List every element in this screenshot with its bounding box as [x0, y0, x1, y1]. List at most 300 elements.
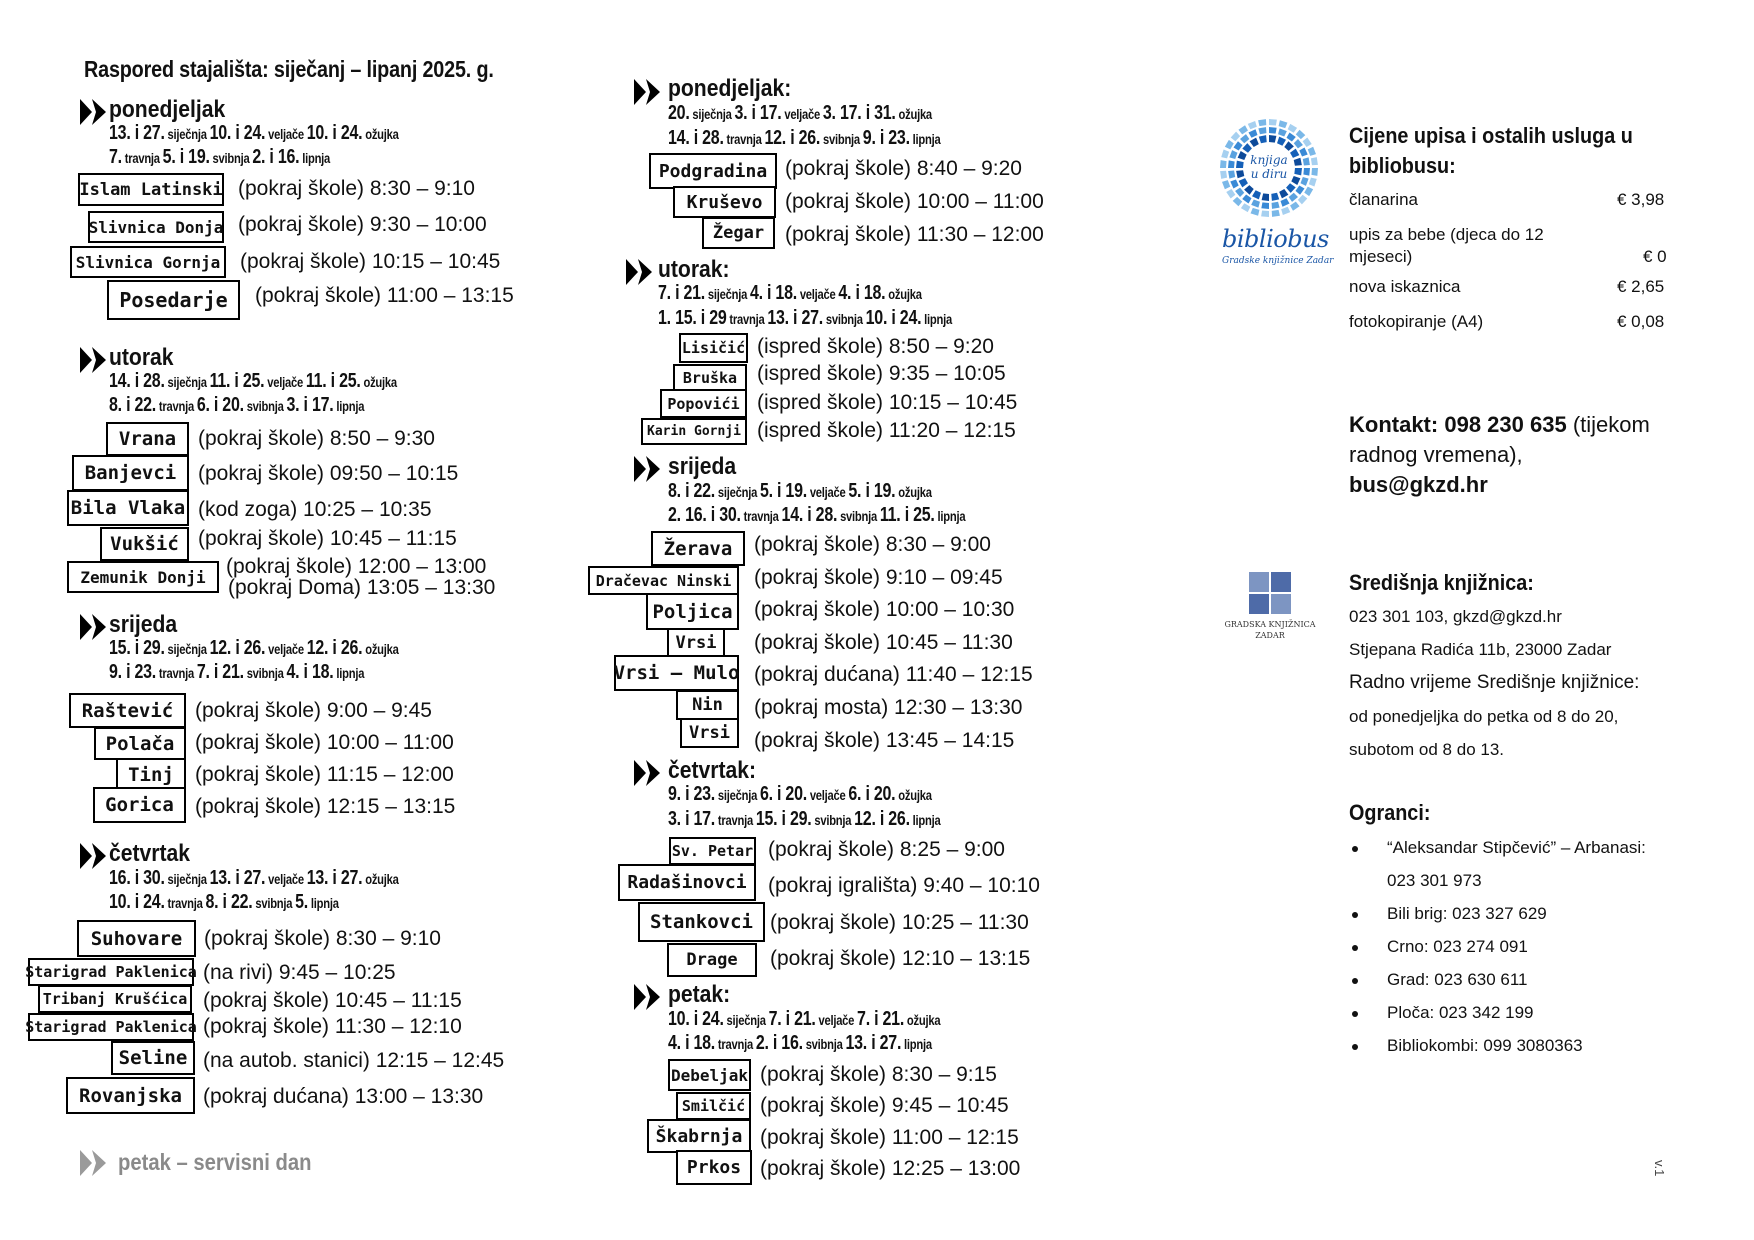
- date-line: [109, 146, 330, 169]
- stop-time: (pokraj škole) 8:40 – 9:20: [785, 157, 1022, 180]
- date-value: 10. i 24.: [209, 122, 266, 144]
- date-value: 4. i 18.: [286, 661, 334, 683]
- library-logo-text-2: ZADAR: [1255, 631, 1285, 640]
- branch-item-phone: 023 301 973: [1387, 871, 1482, 890]
- date-value: 5.: [295, 891, 309, 913]
- sunburst-segment: [1236, 170, 1244, 178]
- sunburst-segment: [1231, 132, 1240, 142]
- day-name: utorak: [109, 344, 174, 371]
- stop-time: (pokraj škole) 12:15 – 13:15: [195, 795, 456, 818]
- month-name: travnja: [715, 1036, 756, 1052]
- stop-box: Vrsi – Mulo: [614, 655, 739, 691]
- date-line: [658, 307, 952, 330]
- sunburst-segment: [1236, 161, 1244, 168]
- date-value: 13. i 27.: [306, 867, 363, 889]
- sunburst-segment: [1294, 168, 1302, 175]
- month-name: lipnja: [909, 812, 941, 828]
- stop-time: (pokraj škole) 10:00 – 11:00: [195, 731, 454, 754]
- sunburst-segment: [1286, 183, 1296, 193]
- sunburst-segment: [1277, 137, 1286, 146]
- double-chevron-icon: [80, 843, 106, 869]
- date-line: [668, 783, 932, 806]
- sunburst-segment: [1288, 124, 1297, 133]
- date-line: [109, 122, 399, 145]
- stop-time-2: (pokraj Doma) 13:05 – 13:30: [228, 576, 496, 599]
- sunburst-segment: [1279, 120, 1288, 128]
- sunburst-segment: [1220, 171, 1227, 179]
- sunburst-segment: [1303, 137, 1312, 147]
- stop-box: Banjevci: [72, 455, 189, 491]
- stop-box: Poljica: [646, 593, 739, 630]
- stop-time: (pokraj škole) 11:30 – 12:00: [785, 223, 1044, 246]
- date-value: 14. i 28.: [668, 127, 724, 149]
- stop-time: (pokraj škole) 12:25 – 13:00: [760, 1157, 1021, 1180]
- date-value: 8. i 22.: [205, 891, 253, 913]
- date-value: 7. i 21.: [768, 1008, 816, 1030]
- stop-box: Starigrad Paklenica: [28, 958, 194, 986]
- date-value: 13. i 27.: [767, 307, 823, 329]
- day-name: srijeda: [109, 611, 178, 638]
- library-grid-logo-icon: [1249, 572, 1291, 614]
- stop-time: (ispred škole) 10:15 – 10:45: [757, 391, 1018, 414]
- date-value: 9. i 23.: [109, 661, 157, 683]
- stop-box: Slivnica Gornja: [70, 246, 226, 278]
- stop-box: Zemunik Donji: [67, 561, 219, 593]
- sunburst-segment: [1233, 197, 1243, 206]
- central-line: Radno vrijeme Središnje knjižnice:: [1349, 672, 1640, 693]
- sunburst-segment: [1269, 119, 1277, 126]
- service-day-text: petak – servisni dan: [118, 1149, 312, 1175]
- stop-box: Škabrnja: [647, 1119, 751, 1153]
- month-name: svibnja: [820, 131, 863, 147]
- central-line: subotom od 8 do 13.: [1349, 740, 1505, 759]
- date-value: 7. i 21.: [857, 1008, 905, 1030]
- date-line: [109, 891, 339, 914]
- stop-time: (pokraj škole) 9:10 – 09:45: [754, 566, 1003, 589]
- sunburst-segment: [1304, 187, 1313, 196]
- stop-box: Slivnica Donja: [88, 211, 224, 243]
- stop-time: (pokraj dućana) 11:40 – 12:15: [754, 663, 1033, 686]
- sunburst-segment: [1244, 185, 1254, 195]
- month-name: svibnja: [243, 398, 287, 414]
- day-name: ponedjeljak: [109, 96, 226, 123]
- sunburst-segment: [1240, 134, 1249, 143]
- stop-time: (pokraj škole) 10:45 – 11:15: [203, 989, 462, 1012]
- sunburst-segment: [1269, 127, 1277, 134]
- sunburst-segment: [1261, 202, 1269, 209]
- stop-box: Vrsi: [680, 718, 739, 748]
- sunburst-segment: [1281, 198, 1290, 206]
- date-line: [109, 661, 364, 684]
- sunburst-segment: [1303, 168, 1310, 176]
- sunburst-segment: [1269, 135, 1276, 143]
- stop-box: Dračevac Ninski: [588, 566, 739, 595]
- stop-time: (pokraj škole) 10:25 – 11:30: [770, 911, 1029, 934]
- price-value: € 0,08: [1617, 312, 1665, 331]
- date-line: [668, 480, 932, 503]
- sunburst-segment: [1289, 193, 1298, 202]
- date-value: 2. i 16.: [755, 1032, 803, 1054]
- branch-item: Grad: 023 630 611: [1387, 970, 1528, 989]
- stop-box: Prkos: [676, 1150, 752, 1185]
- logo-motto-line2: u diru: [1250, 167, 1288, 181]
- month-name: veljače: [265, 641, 307, 657]
- stop-time: (pokraj škole) 9:45 – 10:45: [760, 1094, 1009, 1117]
- stop-time: (pokraj igrališta) 9:40 – 10:10: [768, 874, 1040, 897]
- sunburst-segment: [1294, 139, 1303, 148]
- stop-time: (pokraj škole) 10:00 – 10:30: [754, 598, 1015, 621]
- date-value: 11. i 25.: [209, 370, 265, 392]
- month-name: ožujka: [362, 126, 399, 142]
- sunburst-segment: [1296, 130, 1306, 139]
- stop-box: Bruška: [673, 364, 747, 391]
- date-line: [668, 1032, 932, 1055]
- date-line: [658, 282, 922, 305]
- stop-box: Žerava: [651, 531, 745, 566]
- month-name: ožujka: [885, 286, 922, 302]
- sunburst-segment: [1241, 203, 1250, 212]
- month-name: siječnja: [164, 374, 210, 390]
- date-line: [668, 102, 932, 125]
- price-label: upis za bebe (djeca do 12 mjeseci): [1349, 225, 1544, 266]
- date-line: [109, 370, 397, 393]
- price-label: fotokopiranje (A4): [1349, 312, 1484, 331]
- date-value: 10. i 24.: [668, 1008, 724, 1030]
- month-name: travnja: [740, 508, 782, 524]
- bullet-icon: [1352, 912, 1358, 918]
- month-name: svibnja: [243, 665, 287, 681]
- date-value: 1. 15. i 29: [658, 307, 727, 329]
- sunburst-segment: [1258, 119, 1266, 126]
- central-heading: Središnja knjižnica:: [1349, 570, 1534, 595]
- stop-box: Vukšić: [100, 527, 189, 561]
- month-name: veljače: [806, 787, 849, 803]
- date-value: 5. i 19.: [848, 480, 896, 502]
- date-line: [668, 127, 940, 150]
- date-value: 8. i 22.: [109, 394, 157, 416]
- date-value: 14. i 28.: [781, 504, 838, 526]
- sunburst-segment: [1249, 129, 1258, 137]
- double-chevron-icon: [80, 1150, 106, 1176]
- month-name: lipnja: [909, 131, 941, 147]
- sunburst-segment: [1278, 128, 1287, 136]
- month-name: siječnja: [705, 286, 750, 302]
- month-name: svibnja: [811, 812, 855, 828]
- stop-box: Suhovare: [77, 920, 196, 957]
- sunburst-segment: [1295, 186, 1304, 195]
- double-chevron-icon: [634, 456, 660, 482]
- stop-time: (pokraj škole) 11:15 – 12:00: [195, 763, 454, 786]
- month-name: veljače: [815, 1012, 858, 1028]
- month-name: ožujka: [362, 871, 399, 887]
- month-name: svibnja: [837, 508, 880, 524]
- sunburst-segment: [1222, 180, 1230, 189]
- day-name: ponedjeljak:: [668, 75, 792, 102]
- month-name: lipnja: [333, 398, 365, 414]
- contact-phone: 098 230 635: [1444, 412, 1567, 437]
- sunburst-segment: [1284, 141, 1294, 151]
- month-name: svibnja: [802, 1036, 846, 1052]
- date-value: 5. i 19.: [162, 146, 210, 168]
- stop-time: (pokraj škole) 10:15 – 10:45: [240, 250, 501, 273]
- stop-time: (pokraj škole) 8:30 – 9:10: [238, 177, 475, 200]
- month-name: siječnja: [723, 1012, 769, 1028]
- sunburst-segment: [1251, 200, 1260, 208]
- stop-time: (pokraj škole) 12:10 – 13:15: [770, 947, 1031, 970]
- price-label: članarina: [1349, 190, 1418, 209]
- date-value: 13. i 27.: [845, 1032, 902, 1054]
- month-name: travnja: [156, 665, 197, 681]
- sunburst-segment: [1259, 135, 1267, 143]
- date-value: 3. i 17.: [668, 808, 716, 830]
- stop-box: Starigrad Paklenica: [28, 1013, 194, 1041]
- stop-box: Smilčić: [676, 1092, 751, 1120]
- price-value: € 0: [1643, 247, 1667, 266]
- month-name: siječnja: [715, 787, 760, 803]
- prices-heading: Cijene upisa i ostalih usluga u bibliobusu:: [1349, 123, 1633, 178]
- stop-box: Debeljak: [668, 1059, 751, 1091]
- contact-note-2: radnog vremena),: [1349, 442, 1523, 467]
- month-name: lipnja: [921, 311, 952, 327]
- date-value: 12. i 26.: [854, 808, 910, 830]
- logo-motto-line1: knjiga: [1250, 153, 1288, 167]
- stop-time: (pokraj škole) 11:00 – 13:15: [255, 284, 514, 307]
- stop-box: Polača: [94, 727, 186, 760]
- logo-motto: [1245, 153, 1293, 181]
- month-name: travnja: [156, 398, 197, 414]
- stop-box: Nin: [676, 690, 739, 720]
- date-value: 16. i 30.: [109, 867, 165, 889]
- date-value: 2. i 16.: [252, 146, 300, 168]
- date-line: [668, 504, 965, 527]
- stop-box: Islam Latinski: [78, 173, 224, 206]
- branch-item: Bili brig: 023 327 629: [1387, 904, 1547, 923]
- central-line: 023 301 103, gkzd@gkzd.hr: [1349, 607, 1562, 626]
- stop-time: (na rivi) 9:45 – 10:25: [203, 961, 396, 984]
- stop-box: Sv. Petar: [669, 837, 756, 865]
- month-name: travnja: [715, 812, 756, 828]
- stop-box: Lisičić: [679, 333, 748, 363]
- date-value: 10. i 24.: [109, 891, 165, 913]
- stop-time: (pokraj mosta) 12:30 – 13:30: [754, 696, 1023, 719]
- double-chevron-icon: [634, 760, 660, 786]
- contact-note: (tijekom: [1572, 412, 1650, 437]
- month-name: siječnja: [164, 871, 210, 887]
- date-value: 9. i 23.: [668, 783, 716, 805]
- stop-box: Posedarje: [107, 280, 240, 320]
- date-value: 4. i 18.: [838, 282, 886, 304]
- month-name: veljače: [264, 374, 306, 390]
- sunburst-segment: [1233, 141, 1242, 150]
- stop-time: (pokraj škole) 8:50 – 9:30: [198, 427, 435, 450]
- date-value: 10. i 24.: [306, 122, 363, 144]
- month-name: lipnja: [308, 895, 339, 911]
- month-name: siječnja: [164, 641, 210, 657]
- date-value: 13. i 27.: [209, 867, 266, 889]
- sunburst-segment: [1238, 125, 1248, 134]
- date-value: 7. i 21.: [196, 661, 244, 683]
- stop-time: (pokraj škole) 10:45 – 11:15: [198, 527, 457, 550]
- month-name: ožujka: [360, 374, 397, 390]
- double-chevron-icon: [80, 99, 106, 125]
- date-value: 6. i 20.: [759, 783, 807, 805]
- month-name: travnja: [726, 311, 768, 327]
- month-name: svibnja: [209, 150, 253, 166]
- date-value: 3. i 17.: [734, 102, 782, 124]
- stop-time: (pokraj škole) 8:30 – 9:15: [760, 1063, 997, 1086]
- month-name: veljače: [781, 106, 823, 122]
- month-name: ožujka: [904, 1012, 941, 1028]
- month-name: lipnja: [333, 665, 365, 681]
- sunburst-segment: [1301, 177, 1309, 186]
- stop-time: (pokraj škole) 8:25 – 9:00: [768, 838, 1005, 861]
- date-value: 3. i 17.: [286, 394, 334, 416]
- date-value: 11. i 25.: [879, 504, 935, 526]
- sunburst-segment: [1311, 168, 1318, 176]
- month-name: siječnja: [689, 106, 735, 122]
- date-value: 4. i 18.: [668, 1032, 716, 1054]
- stop-time: (pokraj škole) 09:50 – 10:15: [198, 462, 459, 485]
- sunburst-segment: [1221, 150, 1229, 159]
- stop-time: (pokraj škole) 8:30 – 9:00: [754, 533, 991, 556]
- stop-box: Drage: [667, 943, 757, 977]
- double-chevron-icon: [634, 984, 660, 1010]
- branches-heading: Ogranci:: [1349, 800, 1431, 825]
- bullet-icon: [1352, 945, 1358, 951]
- sunburst-segment: [1226, 189, 1235, 199]
- date-value: 10. i 24.: [865, 307, 922, 329]
- date-line: [668, 808, 940, 831]
- date-value: 6. i 20.: [848, 783, 896, 805]
- stop-box: Popovići: [660, 389, 747, 418]
- date-value: 15. i 29.: [755, 808, 812, 830]
- stop-time: (pokraj škole) 11:00 – 12:15: [760, 1126, 1019, 1149]
- date-value: 7.: [109, 146, 122, 168]
- stop-time: (ispred škole) 9:35 – 10:05: [757, 362, 1006, 385]
- sunburst-segment: [1228, 160, 1235, 168]
- day-name: četvrtak: [109, 840, 191, 867]
- stop-time: (na autob. stanici) 12:15 – 12:45: [203, 1049, 505, 1072]
- stop-box: Vrana: [106, 422, 189, 456]
- month-name: veljače: [806, 484, 849, 500]
- month-name: svibnja: [822, 311, 866, 327]
- month-name: travnja: [723, 131, 765, 147]
- stop-box: Kruševo: [673, 186, 776, 218]
- date-value: 5. i 19.: [759, 480, 807, 502]
- sunburst-segment: [1279, 189, 1288, 198]
- sunburst-segment: [1252, 190, 1261, 199]
- month-name: svibnja: [252, 895, 296, 911]
- sunburst-segment: [1311, 157, 1318, 165]
- logo-subtitle: Gradske knjižnice Zadar: [1222, 256, 1334, 266]
- sunburst-segment: [1235, 188, 1244, 197]
- date-value: 12. i 26.: [306, 637, 363, 659]
- stop-box: Karin Gornji: [641, 418, 747, 445]
- day-name: srijeda: [668, 453, 737, 480]
- day-name: petak:: [668, 981, 731, 1008]
- date-value: 3. 17. i 31.: [822, 102, 896, 124]
- double-chevron-icon: [80, 347, 106, 373]
- sunburst-segment: [1272, 202, 1280, 209]
- contact-email[interactable]: bus@gkzd.hr: [1349, 472, 1488, 497]
- month-name: veljače: [796, 286, 839, 302]
- date-value: 15. i 29.: [109, 637, 165, 659]
- bullet-icon: [1352, 978, 1358, 984]
- date-value: 12. i 26.: [209, 637, 266, 659]
- stop-time: (pokraj škole) 11:30 – 12:10: [203, 1015, 462, 1038]
- month-name: lipnja: [901, 1036, 932, 1052]
- date-line: [109, 394, 364, 417]
- sunburst-segment: [1271, 193, 1279, 201]
- date-line: [109, 867, 399, 890]
- month-name: travnja: [164, 895, 206, 911]
- stop-box: Stankovci: [638, 902, 765, 942]
- branch-item: Crno: 023 274 091: [1387, 937, 1528, 956]
- logo-brand: bibliobus: [1222, 225, 1329, 253]
- page-title: Raspored stajališta: siječanj – lipanj 2025. g.: [84, 56, 494, 82]
- sunburst-segment: [1298, 195, 1307, 205]
- stop-box: Raštević: [69, 693, 186, 728]
- branch-item: “Aleksandar Stipčević” – Arbanasi:: [1387, 838, 1646, 857]
- library-logo-text: GRADSKA KNJIŽNICA: [1224, 620, 1316, 629]
- date-value: 20.: [668, 102, 690, 124]
- stop-time: (pokraj škole) 10:00 – 11:00: [785, 190, 1044, 213]
- stop-time: (pokraj škole) 13:45 – 14:15: [754, 729, 1015, 752]
- stop-box: Seline: [111, 1041, 195, 1075]
- date-value: 14. i 28.: [109, 370, 165, 392]
- sunburst-segment: [1299, 148, 1307, 157]
- sunburst-segment: [1262, 193, 1269, 201]
- sunburst-segment: [1272, 210, 1280, 217]
- month-name: siječnja: [715, 484, 760, 500]
- stop-box: Tribanj Krušćica: [38, 985, 192, 1013]
- sunburst-segment: [1261, 210, 1269, 217]
- stop-time: (pokraj škole) 8:30 – 9:10: [204, 927, 441, 950]
- stop-box: Gorica: [93, 787, 186, 823]
- stop-box: Bila Vlaka: [67, 490, 189, 526]
- sunburst-segment: [1287, 132, 1296, 141]
- price-value: € 2,65: [1617, 277, 1665, 296]
- day-name: četvrtak:: [668, 757, 757, 784]
- double-chevron-icon: [634, 79, 660, 105]
- date-line: [109, 637, 399, 660]
- sunburst-segment: [1228, 171, 1235, 179]
- sunburst-segment: [1242, 194, 1251, 203]
- stop-time: (pokraj dućana) 13:00 – 13:30: [203, 1085, 484, 1108]
- date-value: 4. i 18.: [749, 282, 797, 304]
- month-name: veljače: [265, 871, 307, 887]
- stop-box: Rovanjska: [66, 1077, 195, 1114]
- sunburst-segment: [1225, 140, 1234, 149]
- stop-time: (pokraj škole) 9:00 – 9:45: [195, 699, 432, 722]
- date-value: 12. i 26.: [764, 127, 821, 149]
- sunburst-segment: [1281, 207, 1290, 215]
- month-name: veljače: [265, 126, 307, 142]
- bullet-icon: [1352, 1044, 1358, 1050]
- stop-time: (pokraj škole) 9:30 – 10:00: [238, 213, 487, 236]
- date-value: 8. i 22.: [668, 480, 716, 502]
- date-value: 7. i 21.: [658, 282, 706, 304]
- date-line: [668, 1008, 940, 1031]
- stop-time: (ispred škole) 11:20 – 12:15: [757, 419, 1016, 442]
- month-name: siječnja: [164, 126, 210, 142]
- contact-line1: [1349, 410, 1650, 440]
- sunburst-segment: [1258, 127, 1266, 134]
- bullet-icon: [1352, 1011, 1358, 1017]
- sunburst-segment: [1250, 138, 1259, 147]
- price-label: nova iskaznica: [1349, 277, 1461, 296]
- stop-time: (kod zoga) 10:25 – 10:35: [198, 498, 432, 521]
